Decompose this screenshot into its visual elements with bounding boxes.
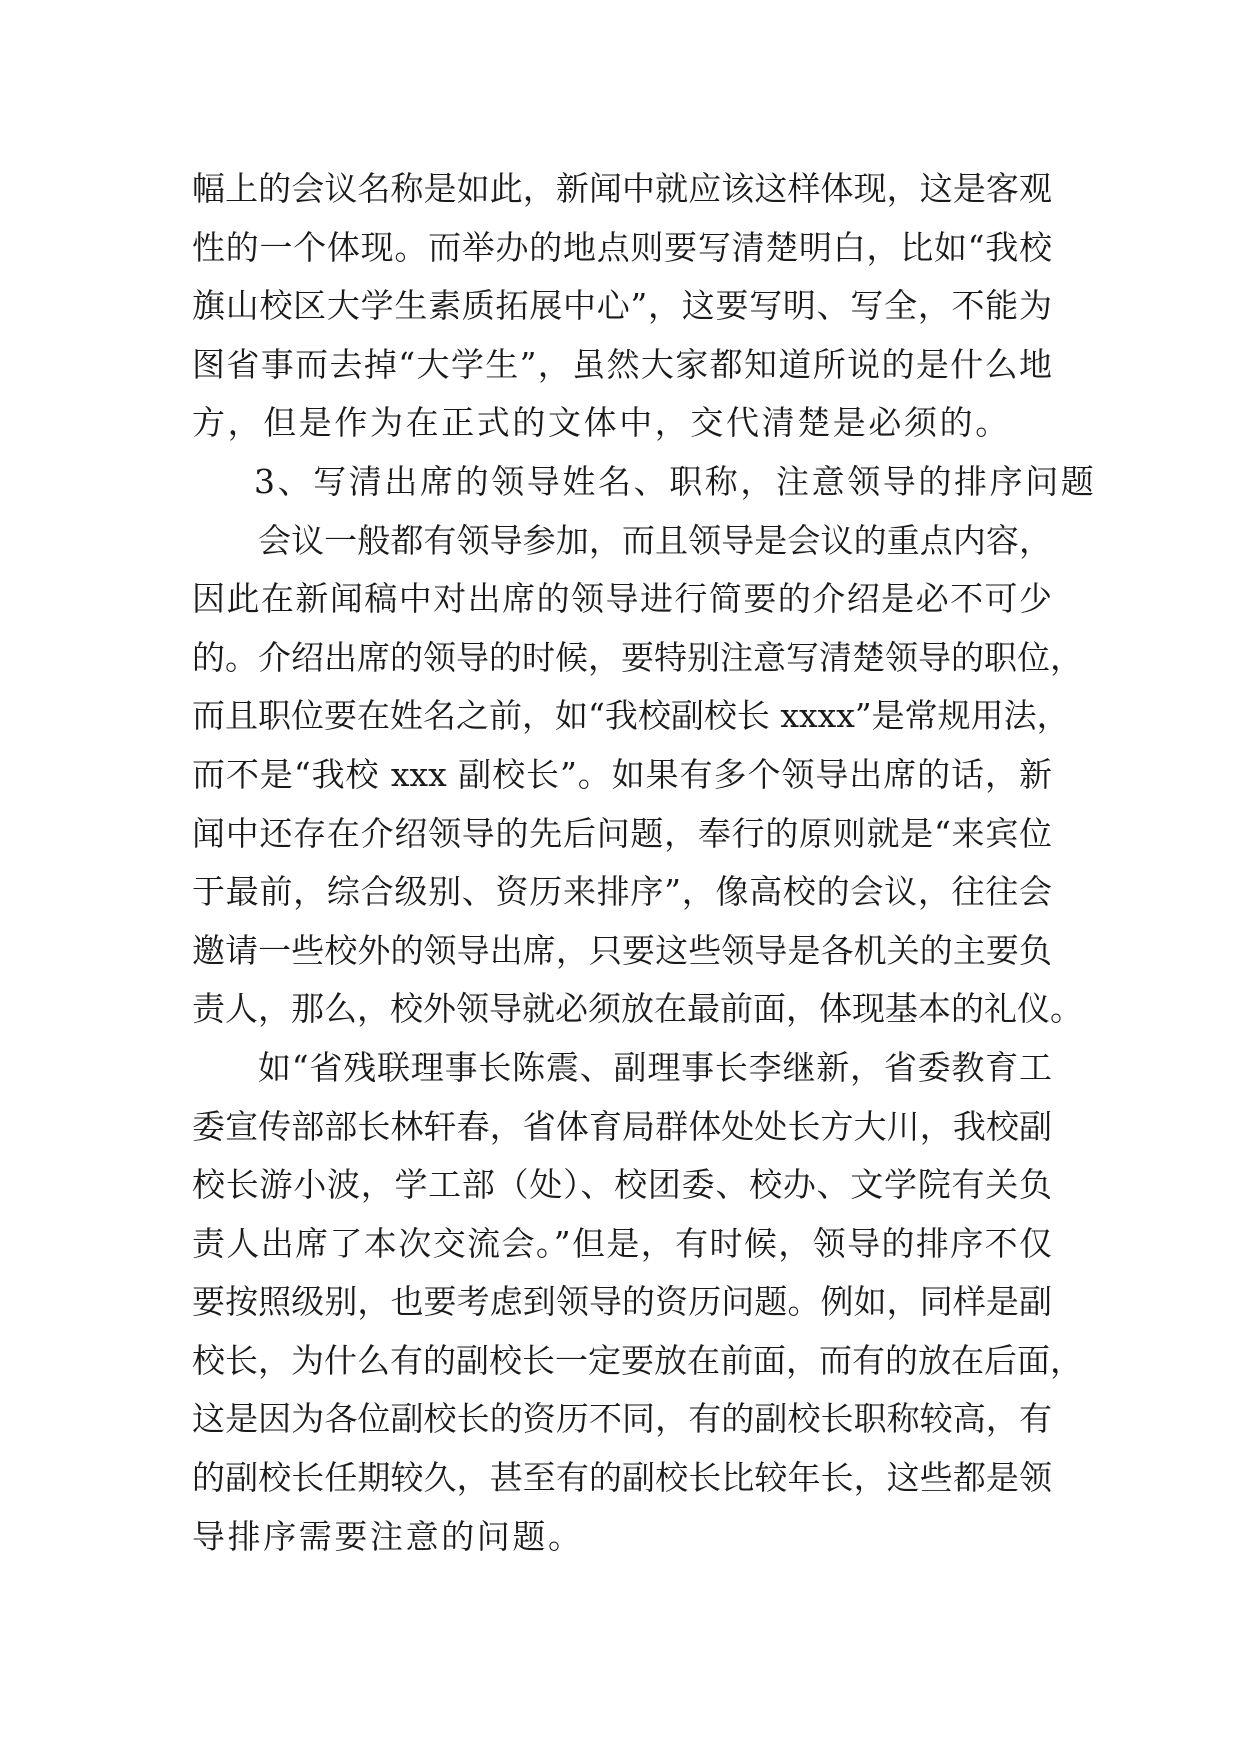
text-line: 这是因为各位副校长的资历不同，有的副校长职称较高，有 xyxy=(192,1399,1052,1439)
text-line: 而不是“我校 xxx 副校长”。如果有多个领导出席的话，新 xyxy=(192,754,1052,794)
text-line: 因此在新闻稿中对出席的领导进行简要的介绍是必不可少 xyxy=(192,579,1052,619)
text-line: 会议一般都有领导参加，而且领导是会议的重点内容， xyxy=(258,520,1052,560)
text-line: 闻中还存在介绍领导的先后问题，奉行的原则就是“来宾位 xyxy=(192,813,1052,853)
text-line: 校长游小波，学工部（处）、校团委、校办、文学院有关负 xyxy=(192,1165,1052,1205)
text-line: 的副校长任期较久，甚至有的副校长比较年长，这些都是领 xyxy=(192,1458,1052,1498)
text-line: 幅上的会议名称是如此，新闻中就应该这样体现，这是客观 xyxy=(192,169,1052,208)
section-heading: 3、写清出席的领导姓名、职称，注意领导的排序问题 xyxy=(254,461,1097,501)
text-line: 方，但是作为在正式的文体中，交代清楚是必须的。 xyxy=(192,403,1011,443)
text-line: 的。介绍出席的领导的时候，要特别注意写清楚领导的职位， xyxy=(192,637,1083,677)
text-line: 而且职位要在姓名之前，如“我校副校长 xxxx”是常规用法， xyxy=(192,696,1070,736)
text-line: 责人，那么，校外领导就必须放在最前面，体现基本的礼仪。 xyxy=(192,989,1083,1029)
text-line: 于最前，综合级别、资历来排序”，像高校的会议，往往会 xyxy=(192,872,1052,912)
text-line: 责人出席了本次交流会。”但是，有时候，领导的排序不仅 xyxy=(192,1223,1052,1263)
text-line: 校长，为什么有的副校长一定要放在前面，而有的放在后面， xyxy=(192,1340,1083,1380)
text-line: 邀请一些校外的领导出席，只要这些领导是各机关的主要负 xyxy=(192,930,1052,970)
text-line: 图省事而去掉“大学生”，虽然大家都知道所说的是什么地 xyxy=(192,344,1052,384)
body-text xyxy=(192,160,1097,1566)
text-line: 性的一个体现。而举办的地点则要写清楚明白，比如“我校 xyxy=(192,227,1052,267)
text-line: 如“省残联理事长陈震、副理事长李继新，省委教育工 xyxy=(258,1047,1052,1087)
text-line: 导排序需要注意的问题。 xyxy=(192,1516,584,1556)
text-line: 旗山校区大学生素质拓展中心”，这要写明、写全，不能为 xyxy=(192,286,1052,326)
text-line: 要按照级别，也要考虑到领导的资历问题。例如，同样是副 xyxy=(192,1282,1052,1322)
text-line: 委宣传部部长林轩春，省体育局群体处处长方大川，我校副 xyxy=(192,1106,1052,1146)
